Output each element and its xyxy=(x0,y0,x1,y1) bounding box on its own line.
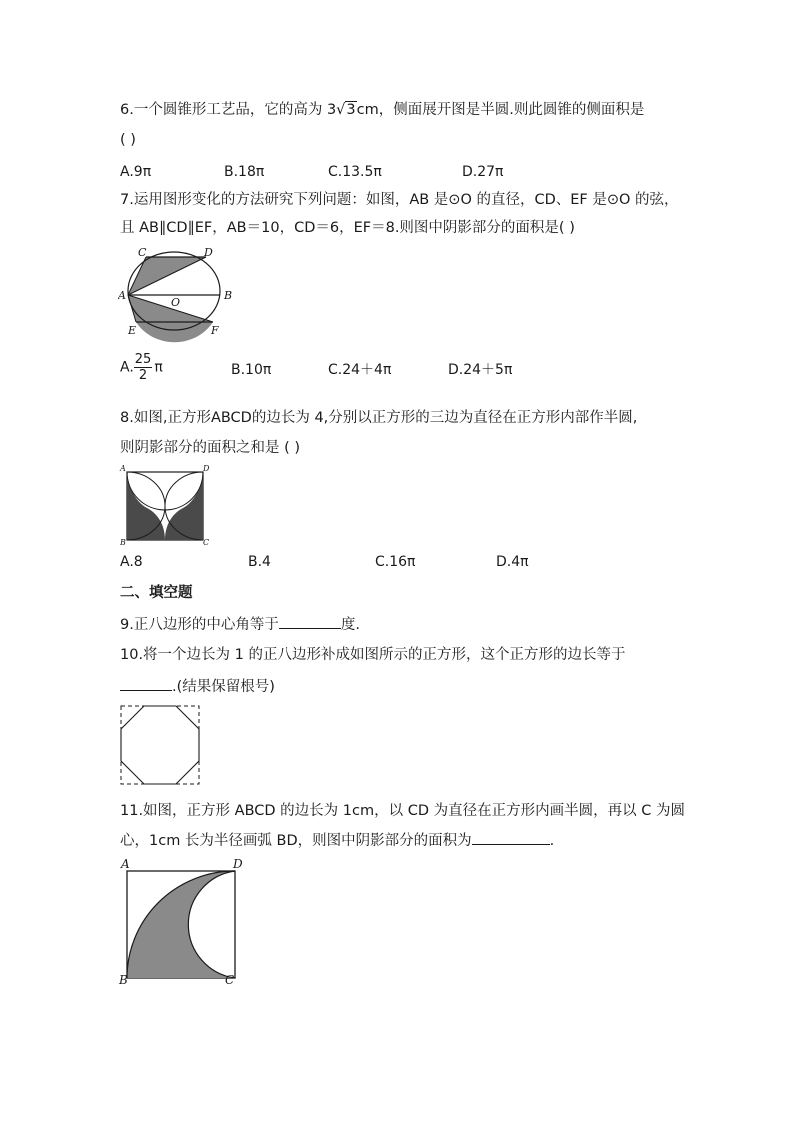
q9-answer-blank xyxy=(279,614,341,629)
q9-line xyxy=(120,614,360,635)
q7-line1: 7.运用图形变化的方法研究下列问题：如图，AB 是⊙O 的直径，CD、EF 是⊙O 的弦， xyxy=(120,192,679,208)
q9-text-b: 度. xyxy=(340,617,360,633)
q6-text-b: cm，侧面展开图是半圆.则此圆锥的侧面积是 xyxy=(356,102,645,118)
q10-octagon xyxy=(121,706,199,784)
q9-text-a: 9.正八边形的中心角等于 xyxy=(120,617,279,633)
q7-lower-cap xyxy=(136,322,213,342)
q8-figure xyxy=(117,464,209,546)
q7-option-a-suffix: π xyxy=(154,359,163,376)
q7-line2: 且 AB∥CD∥EF，AB＝10，CD＝6，EF＝8.则图中阴影部分的面积是( ) xyxy=(120,220,575,236)
q11-label-a: A xyxy=(121,857,130,871)
q7-label-a: A xyxy=(118,289,126,302)
q7-label-c: C xyxy=(138,246,147,259)
q8-label-b: B xyxy=(120,538,126,546)
q8-line1: 8.如图,正方形ABCD的边长为 4,分别以正方形的三边为直径在正方形内部作半圆, xyxy=(120,410,638,426)
q7-label-d: D xyxy=(204,246,213,259)
q10-line2 xyxy=(120,676,275,697)
q7-option-a xyxy=(120,352,163,383)
q7-option-c: C.24＋4π xyxy=(328,362,392,378)
q10-text-b: .(结果保留根号) xyxy=(172,679,275,695)
q11-label-c: C xyxy=(225,973,235,987)
q8-label-a: A xyxy=(120,464,126,473)
sqrt-symbol: √3 xyxy=(336,102,356,118)
q6-line2: ( ) xyxy=(120,132,136,148)
q10-figure xyxy=(119,704,201,786)
q7-option-d: D.24＋5π xyxy=(448,362,513,378)
q6-line1 xyxy=(120,100,644,120)
q8-option-a: A.8 xyxy=(120,554,143,570)
q7-label-e: E xyxy=(128,324,137,337)
q7-option-b: B.10π xyxy=(231,362,272,378)
q6-option-c: C.13.5π xyxy=(328,164,382,180)
q7-fraction-numerator: 25 xyxy=(134,352,152,367)
q11-line1: 11.如图，正方形 ABCD 的边长为 1cm，以 CD 为直径在正方形内画半圆，再以 C 为圆 xyxy=(120,803,685,819)
q7-option-a-fraction xyxy=(134,352,153,383)
q8-label-c: C xyxy=(203,538,209,546)
q6-sqrt-radicand: 3 xyxy=(346,102,356,118)
q6-option-b: B.18π xyxy=(224,164,265,180)
q8-option-b: B.4 xyxy=(248,554,271,570)
q8-label-d: D xyxy=(203,464,209,473)
q8-option-d: D.4π xyxy=(496,554,529,570)
q10-answer-blank xyxy=(120,676,172,691)
q11-text-a: 心，1cm 长为半径画弧 BD，则图中阴影部分的面积为 xyxy=(120,833,472,849)
q8-line2: 则阴影部分的面积之和是 ( ) xyxy=(120,440,301,456)
q6-option-a: A.9π xyxy=(120,164,152,180)
q7-figure xyxy=(118,245,238,345)
q8-option-c: C.16π xyxy=(375,554,416,570)
q11-label-b: B xyxy=(119,973,128,987)
q6-text-a: 6.一个圆锥形工艺品，它的高为 3 xyxy=(120,102,337,118)
q7-option-a-prefix: A. xyxy=(120,359,134,376)
q7-fraction-denominator: 2 xyxy=(138,368,148,383)
q7-label-f: F xyxy=(211,324,219,337)
q7-label-o: O xyxy=(171,296,181,309)
q11-line2 xyxy=(120,830,554,851)
q7-label-b: B xyxy=(224,289,233,302)
q11-answer-blank xyxy=(472,830,550,845)
q10-line1: 10.将一个边长为 1 的正八边形补成如图所示的正方形，这个正方形的边长等于 xyxy=(120,647,626,663)
q11-figure xyxy=(117,855,247,987)
q6-option-d: D.27π xyxy=(462,164,504,180)
section-title: 二、填空题 xyxy=(120,585,193,601)
q11-label-d: D xyxy=(233,857,243,871)
q11-text-b: . xyxy=(549,833,555,849)
